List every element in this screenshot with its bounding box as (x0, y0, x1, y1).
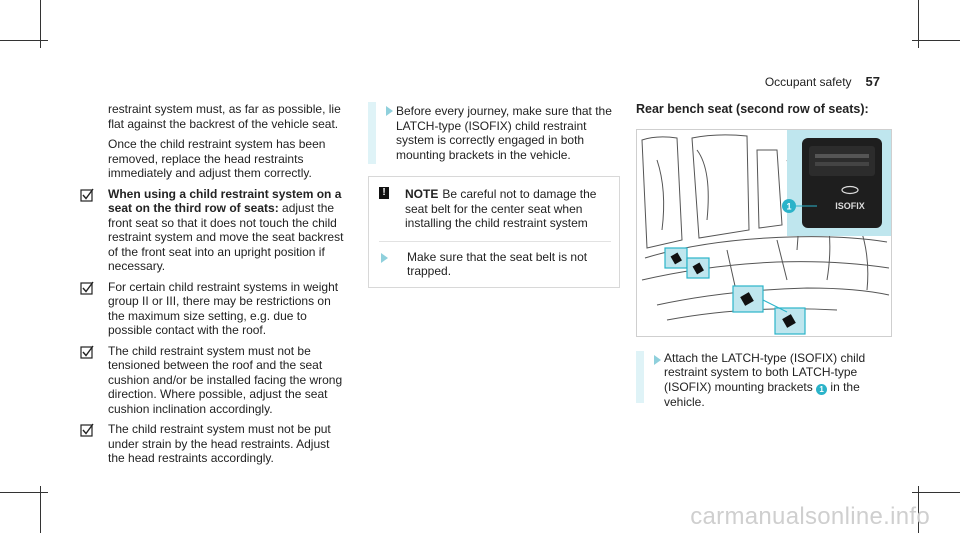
checklist-item-text: adjust the front seat so that it does not touch the child restraint system and move the seat backrest of the front seat into an upright position if necessary. (108, 201, 344, 273)
step-text: Attach the LATCH-type (ISOFIX) child restraint system to both LATCH-type (ISOFIX) mounting brackets (664, 350, 866, 394)
instruction-step (379, 250, 611, 279)
intro-paragraph: restraint system must, as far as possible, lie flat against the backrest of the vehicle seat. (108, 102, 341, 131)
checklist-item-text: For certain child restraint systems in weight group II or III, there may be restrictions on the maximum size setting, e.g. due to possible contact with the roof. (108, 279, 339, 337)
section-title: Occupant safety (764, 75, 852, 89)
instruction-step (368, 102, 620, 164)
checklist-item (80, 280, 348, 338)
column-right (636, 102, 892, 409)
step-arrow-icon (654, 355, 661, 365)
warning-icon: ! (379, 187, 389, 199)
checklist-item (80, 344, 348, 417)
crop-mark (40, 486, 41, 533)
step-arrow-icon (386, 106, 393, 116)
step-text: Make sure that the seat belt is not trapped. (407, 249, 588, 278)
checkbox-checked-icon (80, 423, 94, 437)
rear-seat-figure (636, 129, 892, 337)
checklist-item (80, 422, 348, 466)
checkbox-checked-icon (80, 188, 94, 202)
checklist-item (80, 187, 348, 274)
step-bar (368, 102, 376, 164)
step-text-end: in the vehicle. (664, 379, 860, 409)
checklist-item-bold: When using a child restraint system on a seat on the third row of seats: (108, 186, 342, 215)
column-middle (368, 102, 620, 288)
page-header (765, 74, 880, 89)
note-label: NOTE (405, 187, 439, 201)
step-arrow-icon (381, 253, 388, 263)
figure-title: Rear bench seat (second row of seats): (636, 102, 869, 116)
callout-1: 1 (786, 201, 792, 211)
rear-bench-seat-illustration (637, 130, 891, 336)
step-bar (636, 351, 644, 403)
step-text: Before every journey, make sure that the LATCH-type (ISOFIX) child restraint system is correctly engaged in both mounting brackets in the vehicle. (396, 104, 612, 162)
crop-mark (0, 492, 48, 493)
divider (379, 241, 611, 242)
checkbox-checked-icon (80, 281, 94, 295)
callout-badge: 1 (816, 384, 827, 395)
crop-mark (912, 40, 960, 41)
column-left (108, 102, 348, 472)
crop-mark (912, 492, 960, 493)
checklist-item-text: The child restraint system must not be tensioned between the roof and the seat cushion and/or be installed facing the wrong direction. Where possible, adjust the seat cushion inclination accordingly. (108, 343, 343, 416)
isofix-logo-text: ISOFIX (835, 200, 865, 211)
watermark: carmanualsonline.info (690, 503, 930, 530)
instruction-step (636, 351, 892, 410)
checklist-item-text: The child restraint system must not be put under strain by the head restraints. Adjust the head restraints accordingly. (108, 422, 331, 465)
checkbox-checked-icon (80, 345, 94, 359)
note-text: Be careful not to damage the seat belt for the center seat when installing the child restraint system (405, 187, 597, 230)
page-number: 57 (865, 74, 880, 89)
note-header (379, 187, 611, 231)
intro-paragraph: Once the child restraint system has been removed, replace the head restraints immediately and adjust them correctly. (108, 137, 326, 180)
crop-mark (0, 40, 48, 41)
note-box (368, 176, 620, 288)
